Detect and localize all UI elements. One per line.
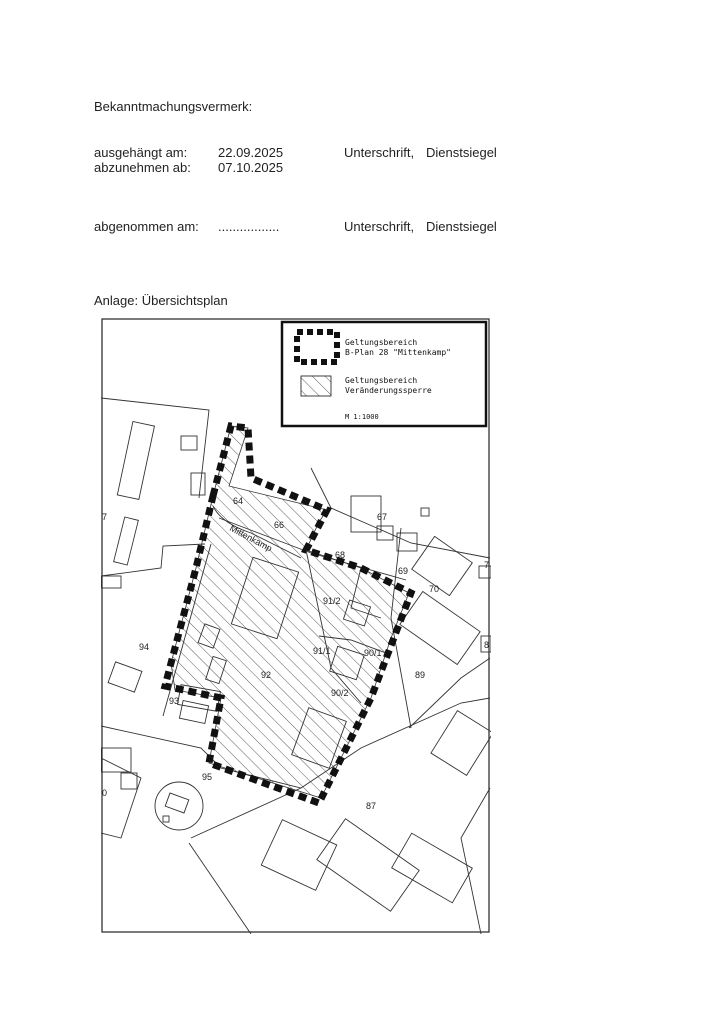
notice-heading: Bekanntmachungsvermerk:: [94, 99, 253, 114]
parcel-number: 92: [261, 670, 272, 680]
legend-item2-line1: Geltungsbereich: [345, 376, 418, 385]
street-name-label: Mittenkamp: [228, 522, 274, 554]
parcel-number: 90/2: [331, 688, 349, 698]
legend-item1-line1: Geltungsbereich: [345, 338, 418, 347]
legend-item2-line2: Veränderungssperre: [345, 386, 432, 395]
parcel-number: 7: [484, 560, 490, 570]
legend-item1-line2: B-Plan 28 "Mittenkamp": [345, 348, 451, 357]
parcel-number: 7: [102, 512, 108, 522]
attachment-label: Anlage: Übersichtsplan: [94, 293, 228, 308]
taken-down-dots: .................: [218, 219, 280, 234]
parcel-number: 64: [233, 496, 244, 506]
seal-label-2: Dienstsiegel: [426, 219, 497, 234]
parcel-number: 67: [377, 512, 388, 522]
legend-bplan-symbol: [297, 332, 337, 362]
parcel-number: 70: [429, 584, 440, 594]
posted-date: 22.09.2025: [218, 145, 284, 160]
parcel-number: 69: [398, 566, 409, 576]
parcel-number: 8: [484, 640, 490, 650]
parcel-number: 95: [202, 772, 213, 782]
taken-down-label: abgenommen am:: [94, 219, 199, 234]
parcel-number: 68: [335, 550, 346, 560]
parcel-number: 66: [274, 520, 285, 530]
overview-map: [101, 318, 491, 934]
parcel-number: 89: [415, 670, 426, 680]
legend-hatch-symbol: [301, 376, 331, 396]
posted-label: ausgehängt am:: [94, 145, 188, 160]
parcel-number: 0: [102, 788, 108, 798]
parcel-number: 87: [366, 801, 377, 811]
signature-label-2: Unterschrift,: [344, 219, 415, 234]
parcel-number: 91/2: [323, 596, 341, 606]
parcel-number: 91/1: [313, 646, 331, 656]
legend-scale: M 1:1000: [345, 413, 379, 421]
parcel-number: 90/1: [364, 648, 382, 658]
signature-label: Unterschrift,: [344, 145, 415, 160]
parcel-number: 94: [139, 642, 150, 652]
remove-label: abzunehmen ab:: [94, 160, 191, 175]
remove-date: 07.10.2025: [218, 160, 284, 175]
parcel-number: 93: [169, 696, 180, 706]
seal-label: Dienstsiegel: [426, 145, 497, 160]
